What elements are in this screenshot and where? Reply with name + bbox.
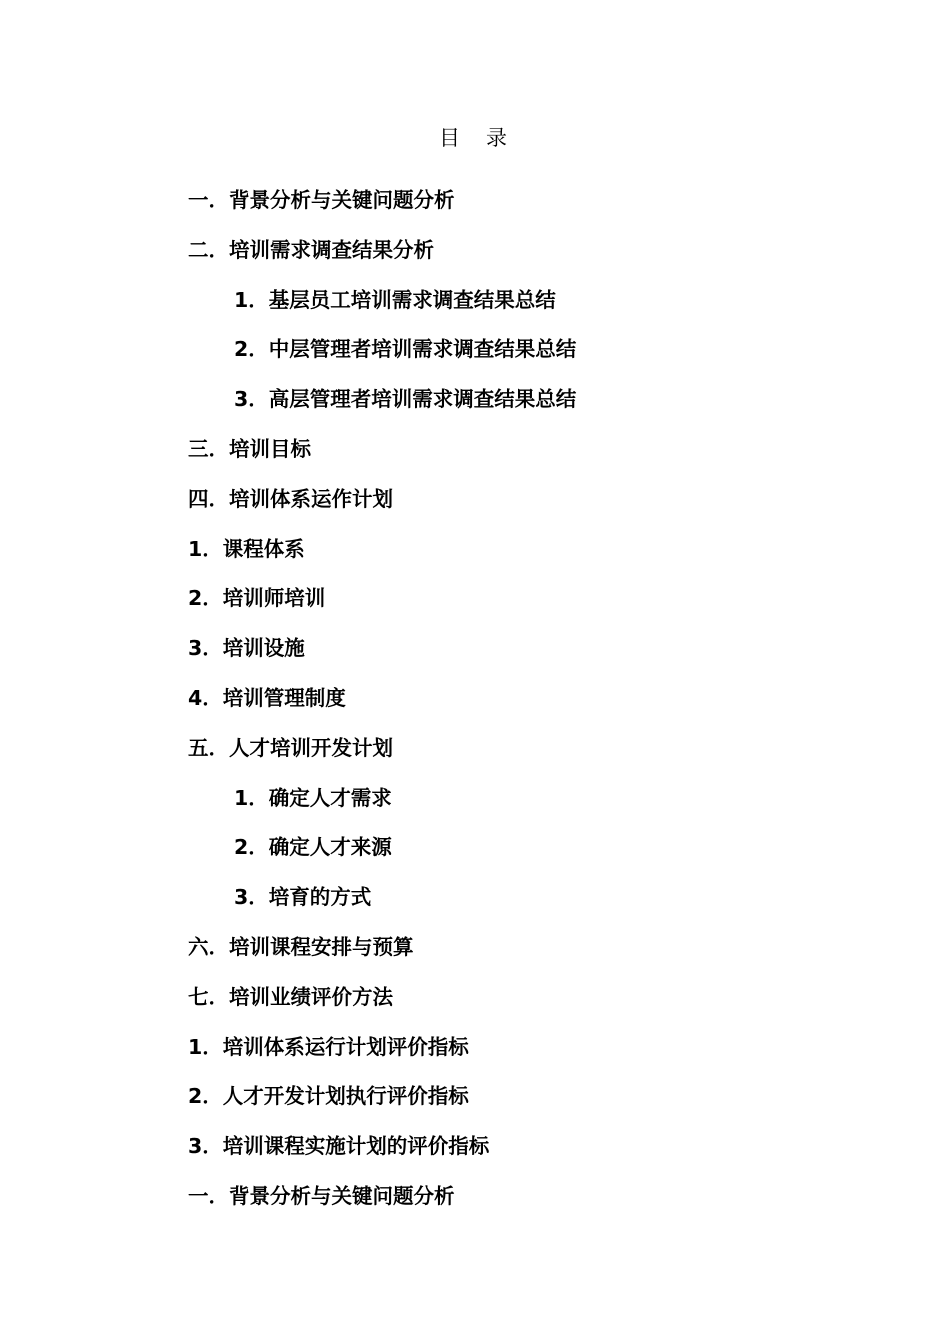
toc-entry-text: 七．培训业绩评价方法 [188, 984, 393, 1009]
toc-entry-text: 3．高层管理者培训需求调查结果总结 [234, 387, 577, 412]
toc-entry[interactable] [188, 981, 576, 1031]
toc-title-char-1: 目 [439, 126, 464, 150]
toc-entry[interactable] [188, 184, 576, 234]
toc-entry-text: 1．基层员工培训需求调查结果总结 [234, 287, 556, 312]
toc-entry-text: 六．培训课程安排与预算 [188, 934, 414, 959]
toc-entry[interactable] [188, 383, 576, 433]
toc-entry-text: 1．课程体系 [188, 536, 305, 561]
toc-entry[interactable] [188, 1130, 576, 1180]
toc-entry[interactable] [188, 1031, 576, 1081]
toc-entry-text: 4．培训管理制度 [188, 685, 346, 710]
toc-entry-text: 3．培训设施 [188, 636, 305, 661]
toc-entry[interactable] [188, 881, 576, 931]
toc-entry-text: 一．背景分析与关键问题分析 [188, 1183, 455, 1208]
toc-title [0, 122, 950, 152]
toc-entry[interactable] [188, 284, 576, 334]
toc-entry[interactable] [188, 931, 576, 981]
toc-entry-text: 一．背景分析与关键问题分析 [188, 188, 455, 212]
toc-list [188, 184, 576, 1230]
toc-entry-text: 2．人才开发计划执行评价指标 [188, 1084, 469, 1109]
toc-entry[interactable] [188, 1080, 576, 1130]
toc-entry[interactable] [188, 433, 576, 483]
toc-entry[interactable] [188, 1180, 576, 1230]
toc-entry[interactable] [188, 682, 576, 732]
toc-entry[interactable] [188, 533, 576, 583]
toc-entry-text: 三．培训目标 [188, 436, 311, 461]
toc-entry[interactable] [188, 333, 576, 383]
toc-entry-text: 1．培训体系运行计划评价指标 [188, 1034, 469, 1059]
toc-entry-text: 四．培训体系运作计划 [188, 486, 393, 511]
toc-entry-text: 五．人才培训开发计划 [188, 735, 393, 760]
toc-entry-text: 3．培训课程实施计划的评价指标 [188, 1134, 490, 1159]
toc-entry[interactable] [188, 234, 576, 284]
toc-entry[interactable] [188, 582, 576, 632]
toc-entry-text: 2．确定人才来源 [234, 835, 392, 860]
toc-title-char-2: 录 [486, 126, 511, 150]
toc-entry[interactable] [188, 782, 576, 832]
toc-entry[interactable] [188, 632, 576, 682]
toc-entry-text: 3．培育的方式 [234, 885, 372, 910]
toc-entry-text: 2．培训师培训 [188, 586, 326, 611]
toc-entry[interactable] [188, 732, 576, 782]
toc-entry-text: 二．培训需求调查结果分析 [188, 237, 434, 262]
toc-entry-text: 2．中层管理者培训需求调查结果总结 [234, 337, 577, 362]
toc-entry[interactable] [188, 831, 576, 881]
toc-entry[interactable] [188, 483, 576, 533]
toc-entry-text: 1．确定人才需求 [234, 785, 392, 810]
